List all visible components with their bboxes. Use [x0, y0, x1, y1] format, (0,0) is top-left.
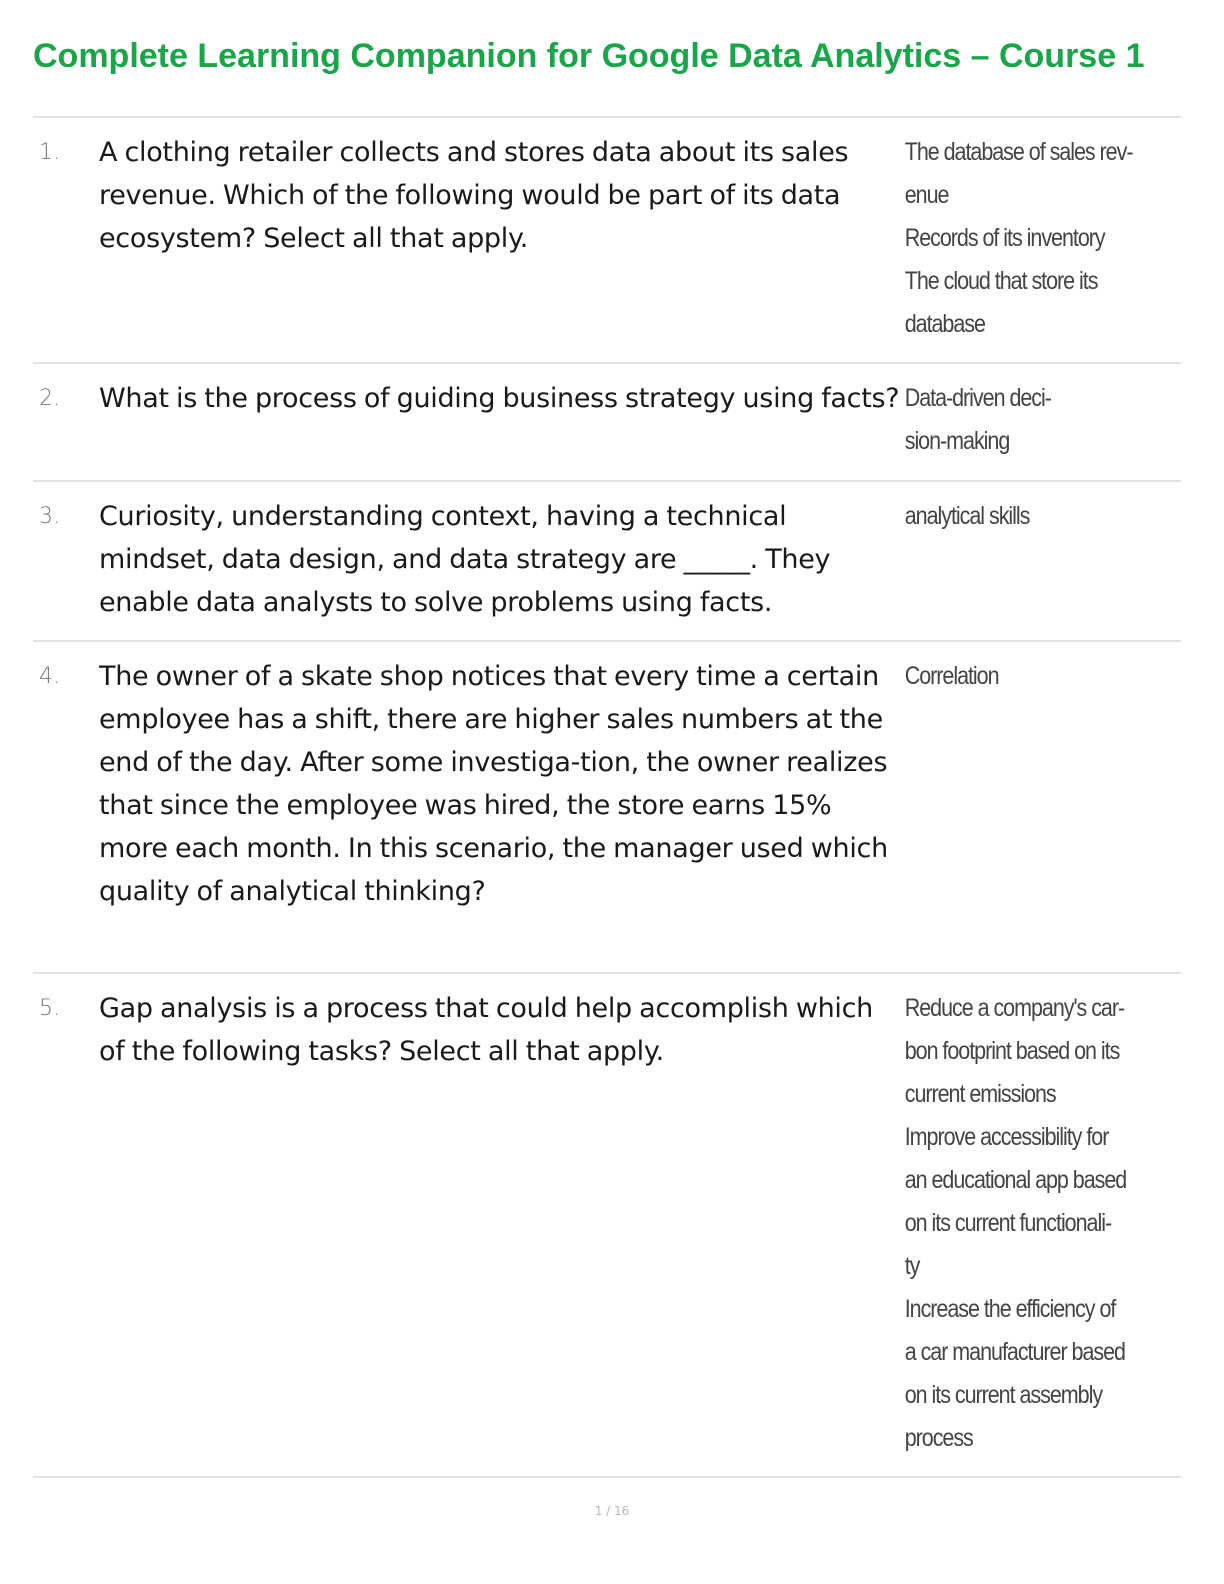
question-number: 1. — [39, 140, 60, 165]
answer-line: bon footprint based on its — [904, 1037, 1120, 1065]
answer-line: Records of its inventory — [904, 224, 1105, 252]
question-number: 3. — [39, 504, 60, 529]
question-number: 5. — [39, 996, 60, 1021]
question-row — [33, 482, 1181, 642]
answer-line: Correlation — [904, 662, 999, 690]
answer-line: The database of sales rev- — [904, 138, 1133, 166]
question-number: 2. — [39, 386, 60, 411]
answer-text — [903, 642, 1142, 972]
answer-text — [903, 118, 1142, 362]
question-row — [33, 118, 1181, 364]
question-text: Gap analysis is a process that could help accomplish which of the following tasks? Select all that apply. — [99, 993, 873, 1067]
answer-line: on its current functionali- — [904, 1209, 1112, 1237]
answer-line: Increase the efficiency of — [904, 1295, 1116, 1323]
answer-line: analytical skills — [904, 502, 1030, 530]
question-text: A clothing retailer collects and stores data about its sales revenue. Which of the following would be part of its data ecosystem? Select all that apply. — [99, 137, 849, 254]
answer-line: sion-making — [904, 427, 1010, 455]
answer-line: process — [904, 1424, 973, 1452]
answer-line: database — [904, 310, 985, 338]
question-row — [33, 974, 1181, 1478]
question-text: Curiosity, understanding context, having a technical mindset, data design, and data strategy are _____. They enable data analysts to solve problems using facts. — [99, 501, 831, 618]
page-title: Complete Learning Companion for Google Data Analytics – Course 1 — [33, 37, 1145, 75]
answer-text — [903, 974, 1142, 1476]
answer-line: an educational app based — [904, 1166, 1127, 1194]
question-number: 4. — [39, 664, 60, 689]
page-number: 1 / 16 — [594, 1504, 630, 1518]
question-row — [33, 364, 1181, 482]
answer-line: enue — [904, 181, 949, 209]
question-row — [33, 642, 1181, 974]
answer-text — [903, 364, 1142, 480]
answer-line: a car manufacturer based — [904, 1338, 1125, 1366]
answer-text — [903, 482, 1142, 640]
answer-line: Improve accessibility for — [904, 1123, 1109, 1151]
answer-line: Data-driven deci- — [904, 384, 1051, 412]
answer-line: on its current assembly — [904, 1381, 1103, 1409]
question-text: What is the process of guiding business strategy using facts? — [99, 383, 900, 414]
answer-line: The cloud that store its — [904, 267, 1098, 295]
answer-line: ty — [904, 1252, 920, 1280]
answer-line: Reduce a company's car- — [904, 994, 1125, 1022]
question-text: The owner of a skate shop notices that every time a certain employee has a shift, there are higher sales numbers at the end of the day. After some investiga-tion, the owner realizes that since the employee was hired, the store earns 15% more each month. In this scenario, the manager used which quality of analytical thinking? — [99, 661, 888, 907]
question-list — [33, 118, 1181, 1478]
answer-line: current emissions — [904, 1080, 1056, 1108]
